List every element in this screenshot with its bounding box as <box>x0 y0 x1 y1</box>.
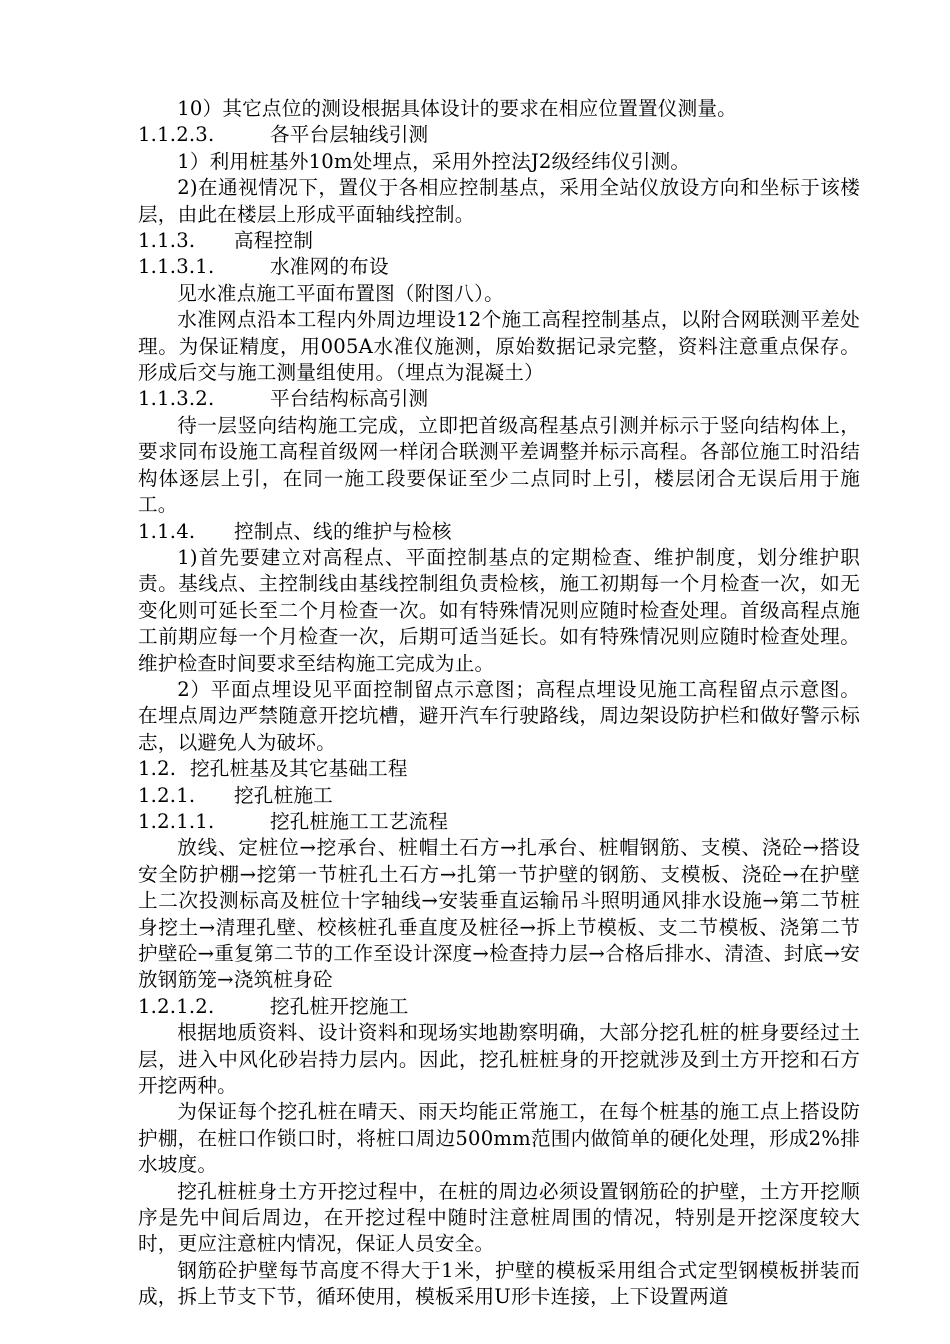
section-title: 水准网的布设 <box>270 255 389 279</box>
section-number: 1.2.1.2. <box>138 994 215 1018</box>
section-number: 1.1.3.1. <box>138 255 215 279</box>
paragraph: 放线、定桩位→挖承台、桩帽土石方→扎承台、桩帽钢筋、支模、浇砼→搭设安全防护棚→挖第一节桩孔土石方→扎第一节护壁的钢筋、支模板、浇砼→在护壁上二次投测标高及桩位十字轴线→安装垂直运输吊斗照明通风排水设施→第二节桩身挖土→清理孔壁、校核桩孔垂直度及桩径→拆上节模板、支二节模板、浇第二节护壁砼→重复第二节的工作至设计深度→检查持力层→合格后排水、清渣、封底→安放钢筋笼→浇筑桩身砼 <box>138 836 860 992</box>
section-heading <box>138 386 860 412</box>
section-title: 平台结构标高引测 <box>270 387 429 411</box>
paragraph: 10）其它点位的测设根据具体设计的要求在相应位置置仪测量。 <box>177 97 737 120</box>
paragraph: 水准网点沿本工程内外周边埋设12个施工高程控制基点，以附合网联测平差处理。为保证精度，用005A水准仪施测，原始数据记录完整，资料注意重点保存。形成后交与施工测量组使用。（埋点为混凝土） <box>138 308 860 385</box>
paragraph: 见水准点施工平面布置图（附图八）。 <box>177 281 504 305</box>
section-number: 1.2.1. <box>138 783 196 807</box>
section-heading <box>138 994 860 1020</box>
paragraph: 2）平面点埋设见平面控制留点示意图；高程点埋设见施工高程留点示意图。在埋点周边严禁随意开挖坑槽，避开汽车行驶路线，周边架设防护栏和做好警示标志，以避免人为破坏。 <box>138 677 860 754</box>
section-number: 1.1.3. <box>138 229 196 253</box>
section-title: 挖孔桩施工 <box>234 783 333 807</box>
paragraph: 根据地质资料、设计资料和现场实地勘察明确，大部分挖孔桩的桩身要经过土层，进入中风化砂岩持力层内。因此，挖孔桩桩身的开挖就涉及到土方开挖和石方开挖两种。 <box>138 1021 860 1098</box>
section-heading <box>138 519 860 545</box>
section-heading <box>138 783 860 809</box>
paragraph: 钢筋砼护壁每节高度不得大于1米，护壁的模板采用组合式定型钢模板拼装而成，拆上节支下节，循环使用，模板采用U形卡连接，上下设置两道 <box>138 1258 860 1309</box>
section-title: 挖孔桩开挖施工 <box>270 994 409 1018</box>
section-title: 挖孔桩基及其它基础工程 <box>190 757 408 781</box>
section-number: 1.1.2.3. <box>138 123 215 147</box>
section-title: 高程控制 <box>234 229 314 253</box>
section-number: 1.1.4. <box>138 519 196 543</box>
section-heading <box>138 228 860 254</box>
section-title: 各平台层轴线引测 <box>270 123 429 147</box>
section-number: 1.2. <box>138 757 177 781</box>
paragraph: 1）利用桩基外10m处埋点，采用外控法J2级经纬仪引测。 <box>177 149 691 173</box>
section-title: 控制点、线的维护与检核 <box>234 519 452 543</box>
section-heading <box>138 756 860 782</box>
paragraph: 挖孔桩桩身土方开挖过程中，在桩的周边必须设置钢筋砼的护壁，土方开挖顺序是先中间后周边，在开挖过程中随时注意桩周围的情况，特别是开挖深度较大时，更应注意桩内情况，保证人员安全。 <box>138 1179 860 1256</box>
section-number: 1.2.1.1. <box>138 809 215 833</box>
section-heading <box>138 122 860 148</box>
document-page <box>138 96 860 1311</box>
paragraph: 待一层竖向结构施工完成，立即把首级高程基点引测并标示于竖向结构体上，要求同布设施工高程首级网一样闭合联测平差调整并标示高程。各部位施工时沿结构体逐层上引，在同一施工段要保证至少二点同时上引，楼层闭合无误后用于施工。 <box>138 413 860 517</box>
paragraph: 为保证每个挖孔桩在晴天、雨天均能正常施工，在每个桩基的施工点上搭设防护棚，在桩口作锁口时，将桩口周边500mm范围内做简单的硬化处理，形成2%排水坡度。 <box>138 1100 860 1177</box>
section-heading <box>138 254 860 280</box>
section-number: 1.1.3.2. <box>138 387 215 411</box>
section-title: 挖孔桩施工工艺流程 <box>270 809 449 833</box>
paragraph: 2)在通视情况下，置仪于各相应控制基点，采用全站仪放设方向和坐标于该楼层，由此在楼层上形成平面轴线控制。 <box>138 176 860 226</box>
paragraph: 1)首先要建立对高程点、平面控制基点的定期检查、维护制度，划分维护职责。基线点、主控制线由基线控制组负责检核，施工初期每一个月检查一次，如无变化则可延长至二个月检查一次。如有特殊情况则应随时检查处理。首级高程点施工前期应每一个月检查一次，后期可适当延长。如有特殊情况则应随时检查处理。维护检查时间要求至结构施工完成为止。 <box>138 545 860 675</box>
section-heading <box>138 809 860 835</box>
